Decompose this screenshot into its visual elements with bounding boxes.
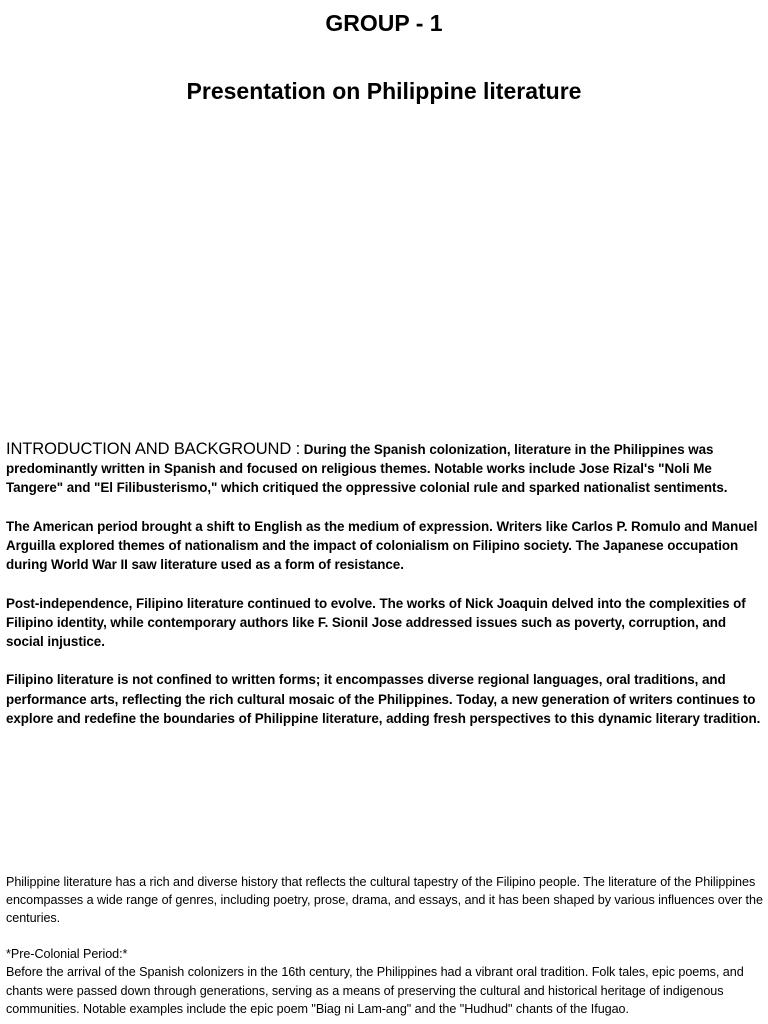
section-label-pre-colonial: *Pre-Colonial Period:*: [6, 947, 128, 962]
history-paragraph-1: Philippine literature has a rich and diverse history that reflects the cultural tapestry of the Filipino people. The literature of the Philippines encompasses a wide range of genres, including poetry, prose, drama, and essays, and it has been shaped by various influences over the centuries.: [6, 875, 763, 926]
intro-paragraph-4: Filipino literature is not confined to written forms; it encompasses diverse regional languages, oral traditions, and performance arts, reflecting the rich cultural mosaic of the Philippines. Today, a new generation of writers continues to explore and redefine the boundaries of Philippine literature, adding fresh perspectives to this dynamic literary tradition.: [6, 672, 761, 726]
intro-paragraph-1: [6, 440, 762, 498]
introduction-section: [6, 440, 762, 747]
history-section: [6, 873, 764, 1018]
intro-heading: INTRODUCTION AND BACKGROUND :: [6, 440, 301, 458]
group-title: GROUP - 1: [325, 10, 443, 36]
history-paragraph-2: Before the arrival of the Spanish colonizers in the 16th century, the Philippines had a vibrant oral tradition. Folk tales, epic poems, and chants were passed down through generations, serving as a means of preserving the cultural and historical heritage of indigenous communities. Notable examples include the epic poem "Biag ni Lam-ang" and the "Hudhud" chants of the Ifugao.: [6, 965, 744, 1016]
intro-paragraph-3: Post-independence, Filipino literature continued to evolve. The works of Nick Joaquin delved into the complexities of Filipino identity, while contemporary authors like F. Sionil Jose addressed issues such as poverty, corruption, and social injustice.: [6, 595, 746, 649]
intro-paragraph-2: The American period brought a shift to English as the medium of expression. Writers like Carlos P. Romulo and Manuel Arguilla explored themes of nationalism and the impact of colonialism on Filipino society. The Japanese occupation during World War II saw literature used as a form of resistance.: [6, 518, 758, 573]
presentation-title: Presentation on Philippine literature: [186, 78, 582, 104]
intro-paragraph-1-text: During the Spanish colonization, literature in the Philippines was predominantly written in Spanish and focused on religious themes. Notable works include Jose Rizal's "Noli Me Tangere" and "El Filibusterismo," which critiqued the oppressive colonial rule and sparked nationalist sentiments.: [6, 442, 728, 496]
